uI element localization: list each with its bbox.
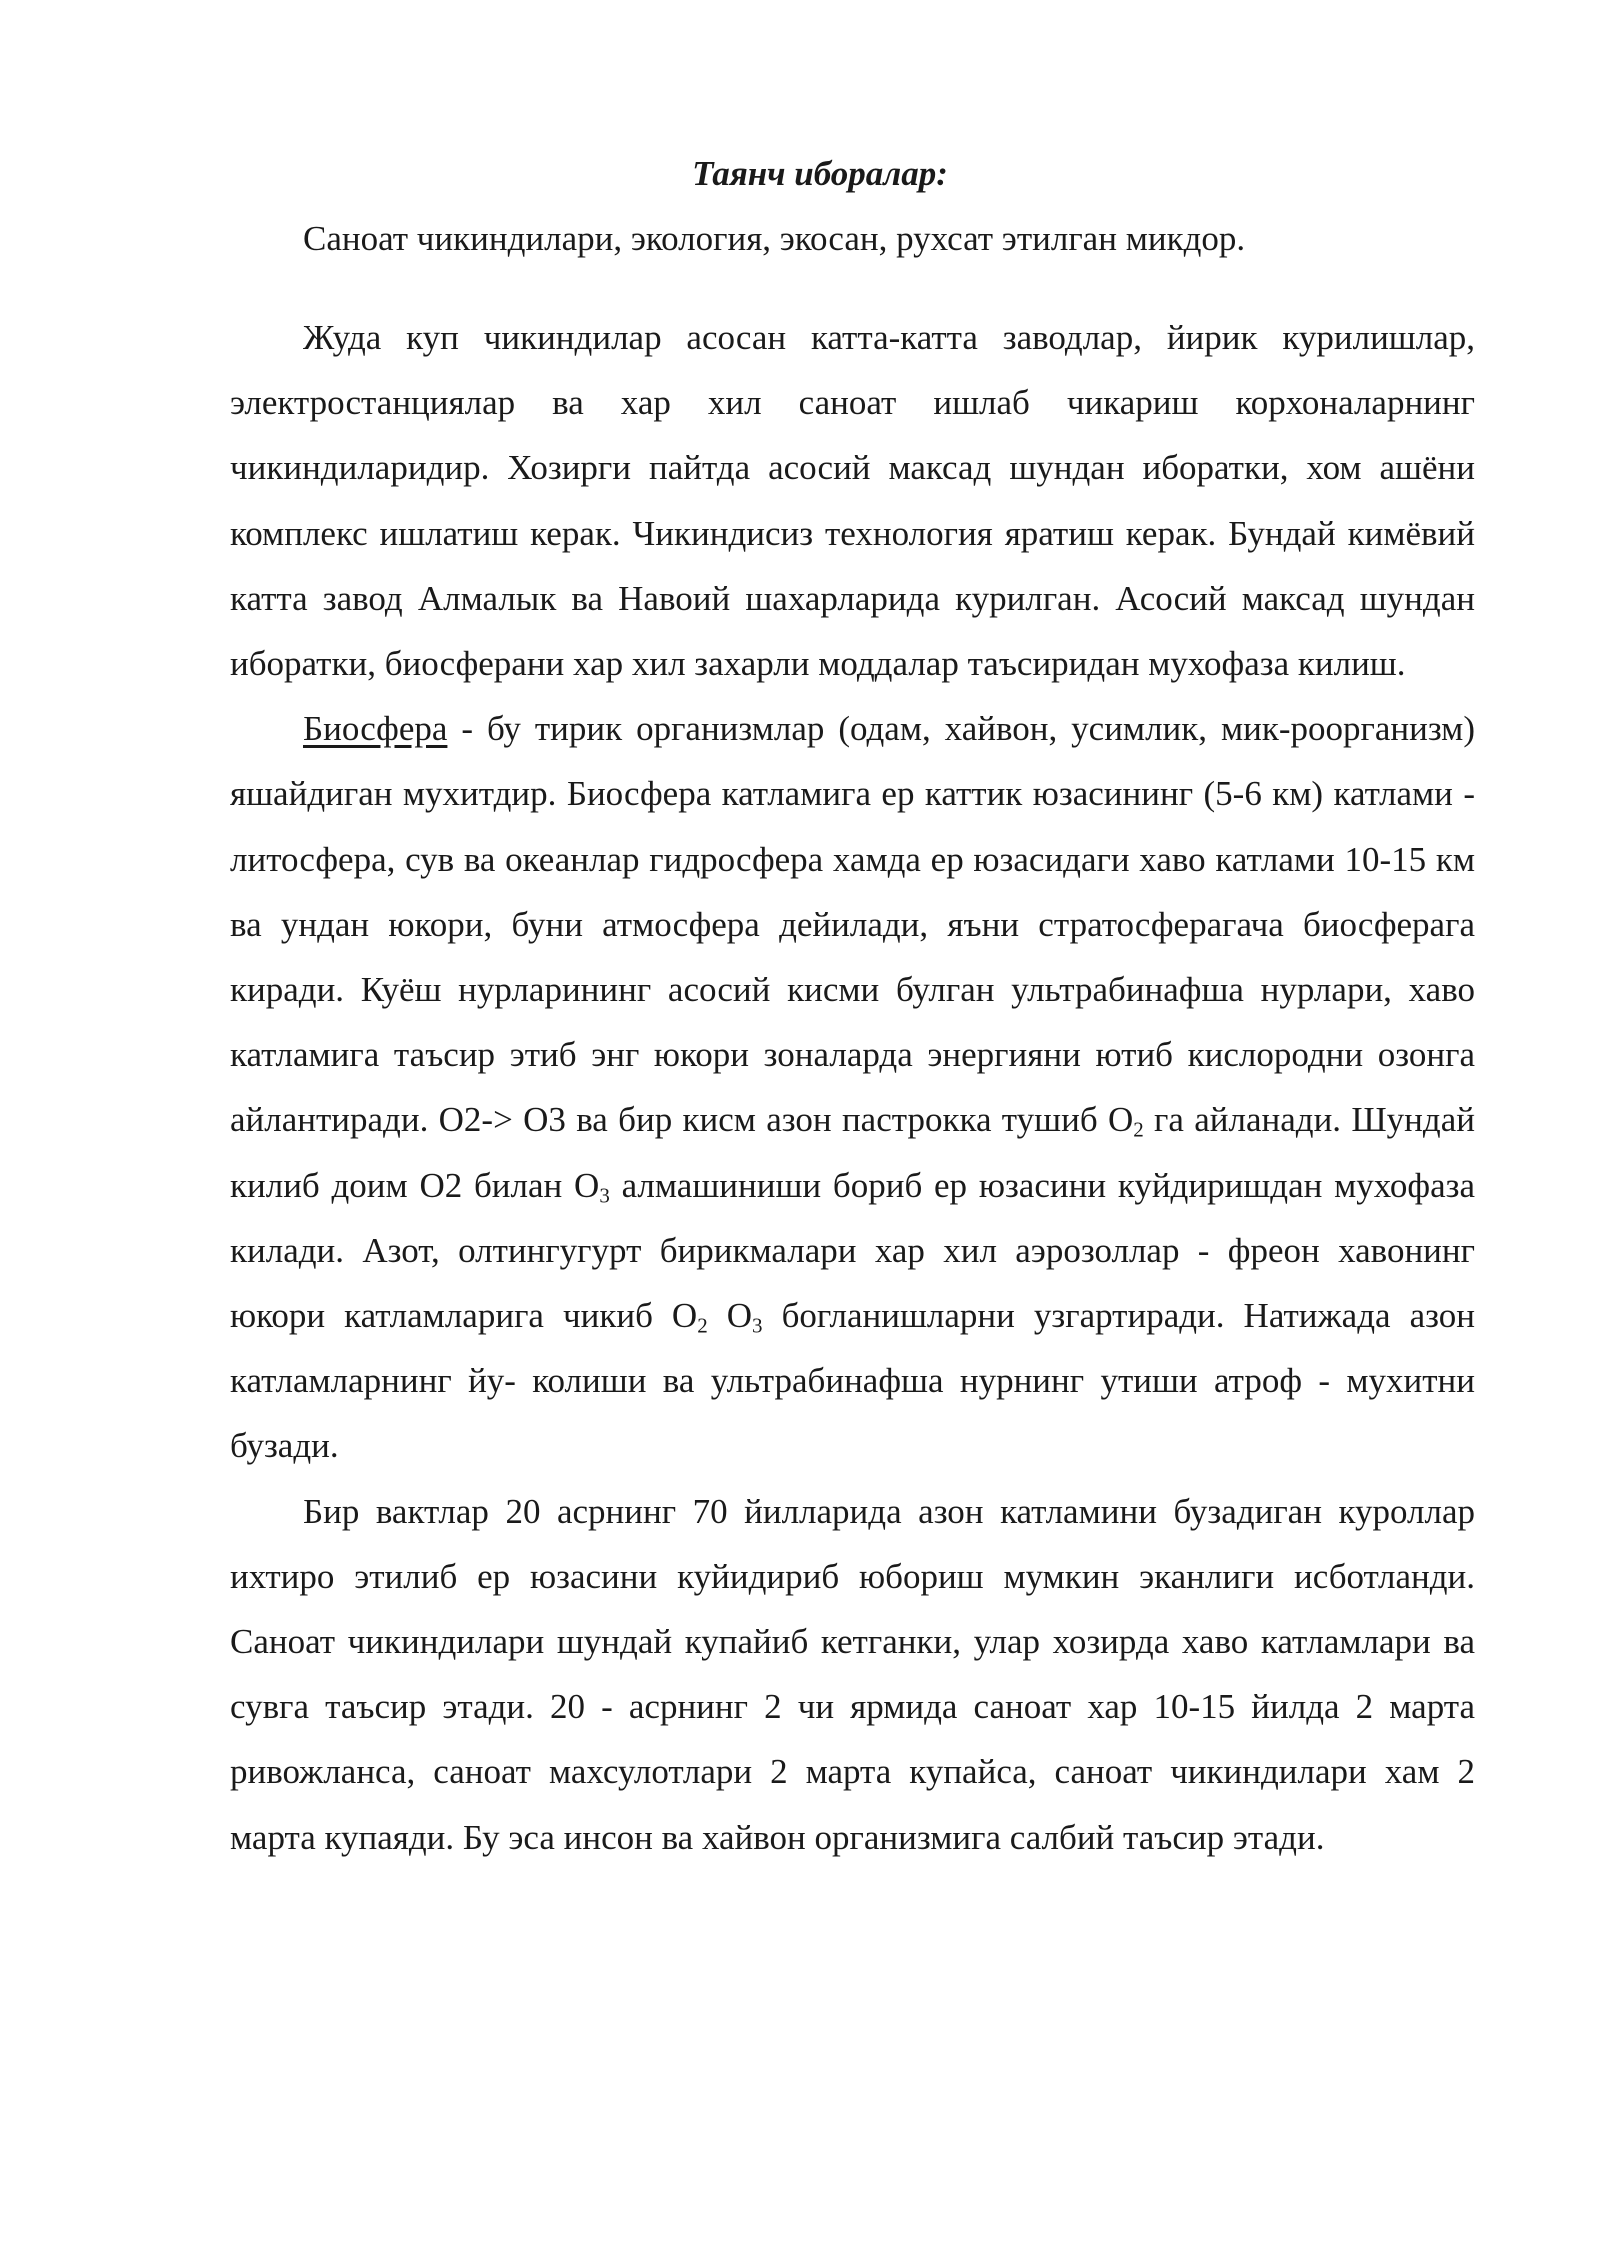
paragraph-biosphere-text-1: - бу тирик организмлар (одам, хайвон, усимлик, мик-роорганизм) яшайдиган мухитдир. Биосфера катламига ер каттик юзасининг (5-6 км) катлами - литосфера, сув ва океанлар гидросфера хамда ер юзасидаги хаво катлами 10-15 км ва ундан юкори, буни атмосфера дейилади, яъни стратосферагача биосферага киради. Куёш нурларининг асосий кисми булган ультрабинафша нурлари, хаво катламига таъсир этиб энг юкори зоналарда энергияни ютиб кислородни озонга айлантиради. О2-> О3 ва бир кисм азон пастрокка тушиб О (230, 709, 1475, 1140)
paragraph-biosphere (230, 696, 1475, 1478)
paragraph-biosphere-text-2: га айланади. Шундай килиб доим О2 билан О (230, 1100, 1475, 1205)
paragraph-biosphere-text-3: алмашиниши бориб ер юзасини куйдиришдан мухофаза килади. Азот, олтингугурт бирикмалари хар хил аэрозоллар - фреон хавонинг юкори катламларига чикиб О (230, 1165, 1476, 1336)
paragraph-biosphere-text-5: богланишларни узгартиради. Натижада азон катламларнинг йу- колиши ва ультрабинафша нурнинг утиши атроф - мухитни бузади. (230, 1296, 1475, 1466)
paragraph-industry: Бир вактлар 20 асрнинг 70 йилларида азон катламини бузадиган куроллар ихтиро этилиб ер юзасини куйидириб юбориш мумкин эканлиги исботланди. Саноат чикиндилари шундай купайиб кетганки, улар хозирда хаво катламлари ва сувга таъсир этади. 20 - асрнинг 2 чи ярмида саноат хар 10-15 йилда 2 марта ривожланса, саноат махсулотлари 2 марта купайса, саноат чикиндилари хам 2 марта купаяди. Бу эса инсон ва хайвон организмига салбий таъсир этади. (230, 1491, 1475, 1857)
keywords-heading: Таянч иборалар: (692, 154, 948, 193)
subscript-3: 3 (752, 1313, 763, 1338)
subscript-2: 2 (1133, 1117, 1144, 1142)
subscript-3: 3 (599, 1182, 610, 1207)
keywords-list: Саноат чикиндилари, экология, экосан, рухсат этилган микдор. (303, 219, 1246, 258)
biosphere-term: Биосфера (303, 709, 448, 749)
paragraph-biosphere-text-4: О (707, 1296, 753, 1336)
body-text (230, 305, 1475, 1870)
paragraph-waste: Жуда куп чикиндилар асосан катта-катта заводлар, йирик курилишлар, электростанциялар ва хар хил саноат ишлаб чикариш корхоналарнинг чикиндиларидир. Хозирги пайтда асосий максад шундан иборатки, хом ашёни комплекс ишлатиш керак. Чикиндисиз технология яратиш керак. Бундай кимёвий катта завод Алмалык ва Навоий шахарларида курилган. Асосий максад шундан иборатки, биосферани хар хил захарли моддалар таъсиридан мухофаза килиш. (230, 318, 1475, 684)
subscript-2: 2 (697, 1313, 708, 1338)
